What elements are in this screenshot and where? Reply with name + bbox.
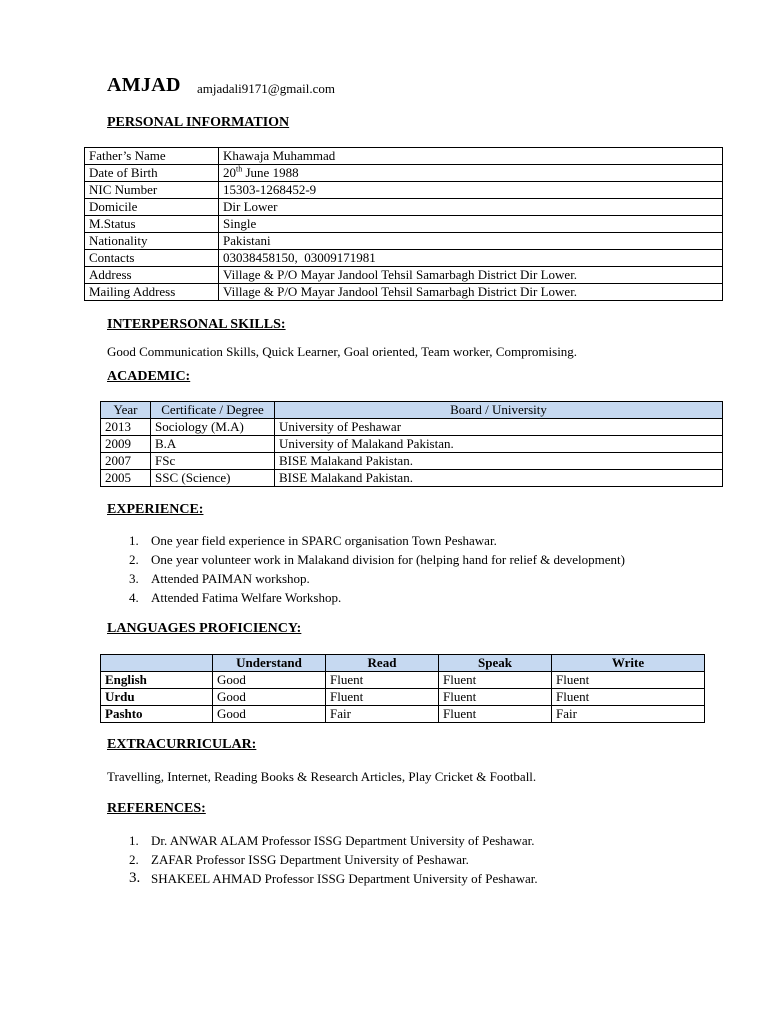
personal-info-row bbox=[85, 216, 723, 233]
personal-info-row bbox=[85, 199, 723, 216]
list-item bbox=[107, 531, 625, 550]
email-address: amjadali9171@gmail.com bbox=[197, 81, 335, 96]
academic-row bbox=[101, 419, 723, 436]
academic-cell: FSc bbox=[151, 453, 275, 470]
personal-info-label: Date of Birth bbox=[85, 165, 219, 182]
language-level: Fluent bbox=[326, 672, 439, 689]
academic-col-header: Board / University bbox=[275, 402, 723, 419]
ordinal-suffix: th bbox=[236, 164, 243, 174]
language-name: English bbox=[101, 672, 213, 689]
academic-col-header: Certificate / Degree bbox=[151, 402, 275, 419]
languages-header-row bbox=[101, 655, 705, 672]
list-item bbox=[107, 869, 538, 888]
personal-info-row bbox=[85, 250, 723, 267]
personal-info-label: Address bbox=[85, 267, 219, 284]
languages-heading: LANGUAGES PROFICIENCY: bbox=[107, 621, 302, 636]
list-text: One year field experience in SPARC organisation Town Peshawar. bbox=[151, 533, 497, 548]
language-row bbox=[101, 672, 705, 689]
academic-col-header: Year bbox=[101, 402, 151, 419]
experience-heading: EXPERIENCE: bbox=[107, 502, 204, 517]
personal-info-row bbox=[85, 284, 723, 301]
list-text: SHAKEEL AHMAD Professor ISSG Department University of Peshawar. bbox=[151, 871, 538, 886]
academic-cell: BISE Malakand Pakistan. bbox=[275, 453, 723, 470]
list-number: 1. bbox=[129, 833, 139, 848]
personal-info-label: NIC Number bbox=[85, 182, 219, 199]
personal-info-value: Pakistani bbox=[219, 233, 723, 250]
skills-text: Good Communication Skills, Quick Learner, Goal oriented, Team worker, Compromising. bbox=[107, 344, 578, 359]
list-text: Attended Fatima Welfare Workshop. bbox=[151, 590, 342, 605]
references-heading: REFERENCES: bbox=[107, 801, 206, 816]
personal-info-label: M.Status bbox=[85, 216, 219, 233]
academic-cell: 2013 bbox=[101, 419, 151, 436]
language-name: Urdu bbox=[101, 689, 213, 706]
value-text: June 1988 bbox=[242, 165, 299, 180]
academic-cell: Sociology (M.A) bbox=[151, 419, 275, 436]
academic-row bbox=[101, 470, 723, 487]
language-name: Pashto bbox=[101, 706, 213, 723]
personal-info-label: Domicile bbox=[85, 199, 219, 216]
language-level: Fluent bbox=[552, 689, 705, 706]
personal-info-row bbox=[85, 165, 723, 182]
personal-info-heading: PERSONAL INFORMATION bbox=[107, 115, 290, 130]
list-text: One year volunteer work in Malakand division for (helping hand for relief & development) bbox=[151, 552, 625, 567]
references-list bbox=[107, 831, 538, 888]
academic-row bbox=[101, 453, 723, 470]
personal-info-value: 15303-1268452-9 bbox=[219, 182, 723, 199]
personal-info-value bbox=[219, 165, 723, 182]
extracurricular-text: Travelling, Internet, Reading Books & Research Articles, Play Cricket & Football. bbox=[107, 769, 537, 784]
languages-table bbox=[100, 654, 705, 723]
academic-row bbox=[101, 436, 723, 453]
personal-info-value: Khawaja Muhammad bbox=[219, 148, 723, 165]
skills-heading: INTERPERSONAL SKILLS: bbox=[107, 317, 286, 332]
personal-info-value: Village & P/O Mayar Jandool Tehsil Samarbagh District Dir Lower. bbox=[219, 267, 723, 284]
academic-cell: 2009 bbox=[101, 436, 151, 453]
academic-cell: University of Malakand Pakistan. bbox=[275, 436, 723, 453]
language-level: Good bbox=[213, 689, 326, 706]
languages-col-header: Speak bbox=[439, 655, 552, 672]
language-level: Fluent bbox=[439, 689, 552, 706]
personal-info-value: Village & P/O Mayar Jandool Tehsil Samarbagh District Dir Lower. bbox=[219, 284, 723, 301]
value-text: 20 bbox=[223, 165, 236, 180]
personal-info-value: Dir Lower bbox=[219, 199, 723, 216]
academic-heading: ACADEMIC: bbox=[107, 369, 191, 384]
personal-info-row bbox=[85, 148, 723, 165]
personal-info-row bbox=[85, 267, 723, 284]
experience-list bbox=[107, 531, 625, 607]
academic-cell: B.A bbox=[151, 436, 275, 453]
list-number: 4. bbox=[129, 590, 139, 605]
list-item bbox=[107, 550, 625, 569]
list-text: Dr. ANWAR ALAM Professor ISSG Department University of Peshawar. bbox=[151, 833, 535, 848]
personal-info-label: Father’s Name bbox=[85, 148, 219, 165]
personal-info-label: Contacts bbox=[85, 250, 219, 267]
academic-table bbox=[100, 401, 723, 487]
list-number: 3. bbox=[129, 870, 141, 886]
personal-info-value: 03038458150, 03009171981 bbox=[219, 250, 723, 267]
language-level: Fluent bbox=[439, 672, 552, 689]
languages-col-header bbox=[101, 655, 213, 672]
list-number: 2. bbox=[129, 552, 139, 567]
personal-info-table bbox=[84, 147, 723, 301]
personal-info-label: Mailing Address bbox=[85, 284, 219, 301]
academic-header-row bbox=[101, 402, 723, 419]
candidate-name: AMJAD bbox=[107, 74, 181, 96]
list-number: 3. bbox=[129, 571, 139, 586]
languages-col-header: Read bbox=[326, 655, 439, 672]
list-text: Attended PAIMAN workshop. bbox=[151, 571, 310, 586]
language-level: Fair bbox=[552, 706, 705, 723]
list-item bbox=[107, 831, 538, 850]
language-level: Good bbox=[213, 672, 326, 689]
academic-cell: University of Peshawar bbox=[275, 419, 723, 436]
academic-cell: 2005 bbox=[101, 470, 151, 487]
personal-info-value: Single bbox=[219, 216, 723, 233]
extracurricular-heading: EXTRACURRICULAR: bbox=[107, 737, 257, 752]
academic-cell: BISE Malakand Pakistan. bbox=[275, 470, 723, 487]
personal-info-row bbox=[85, 233, 723, 250]
language-level: Fluent bbox=[326, 689, 439, 706]
language-level: Fluent bbox=[439, 706, 552, 723]
academic-cell: 2007 bbox=[101, 453, 151, 470]
language-level: Fluent bbox=[552, 672, 705, 689]
languages-col-header: Understand bbox=[213, 655, 326, 672]
personal-info-row bbox=[85, 182, 723, 199]
personal-info-label: Nationality bbox=[85, 233, 219, 250]
list-item bbox=[107, 569, 625, 588]
list-text: ZAFAR Professor ISSG Department University of Peshawar. bbox=[151, 852, 469, 867]
language-level: Good bbox=[213, 706, 326, 723]
language-level: Fair bbox=[326, 706, 439, 723]
list-number: 2. bbox=[129, 852, 139, 867]
list-number: 1. bbox=[129, 533, 139, 548]
language-row bbox=[101, 706, 705, 723]
list-item bbox=[107, 588, 625, 607]
languages-col-header: Write bbox=[552, 655, 705, 672]
list-item bbox=[107, 850, 538, 869]
academic-cell: SSC (Science) bbox=[151, 470, 275, 487]
language-row bbox=[101, 689, 705, 706]
